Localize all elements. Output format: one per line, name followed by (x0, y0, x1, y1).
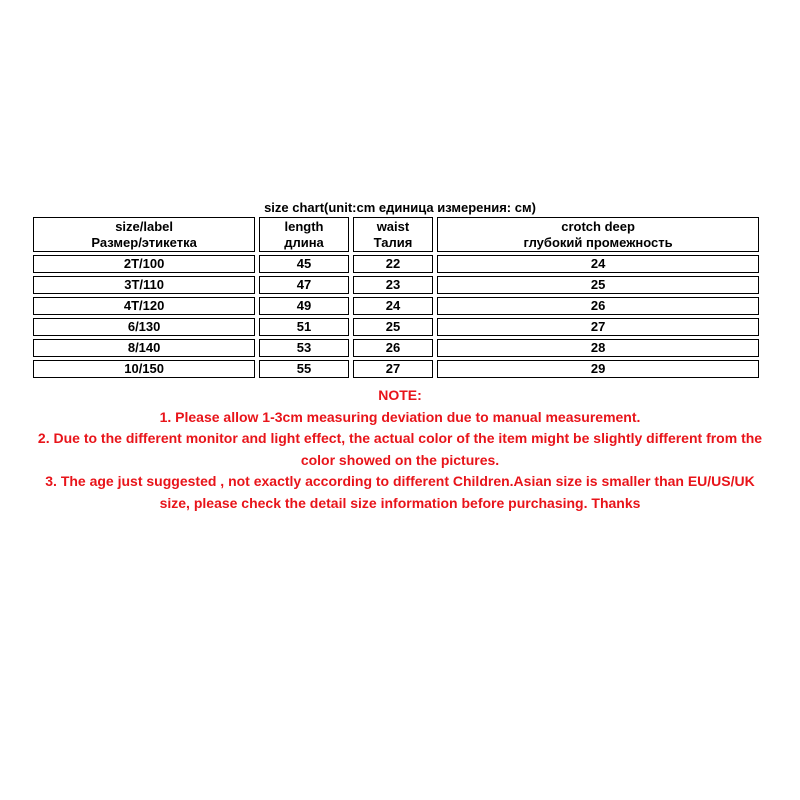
cell-length: 47 (259, 276, 349, 294)
cell-crotch: 27 (437, 318, 759, 336)
cell-waist: 23 (353, 276, 433, 294)
header-waist-en: waist (376, 218, 410, 234)
note-item-3: 3. The age just suggested , not exactly according to different Children.Asian size is smaller than EU/US/UK size, please check the detail size information before purchasing. Thanks (45, 473, 755, 511)
table-row (33, 318, 759, 336)
header-crotch-deep-ru: глубокий промежность (523, 234, 673, 250)
header-length (259, 217, 349, 252)
cell-waist: 26 (353, 339, 433, 357)
notes-section (30, 385, 770, 514)
size-chart-table (29, 214, 763, 381)
table-row (33, 339, 759, 357)
cell-size: 8/140 (33, 339, 255, 357)
header-waist-ru: Талия (373, 234, 413, 250)
header-length-ru: длина (284, 234, 324, 250)
table-row (33, 276, 759, 294)
table-row (33, 255, 759, 273)
notes-heading: NOTE: (378, 387, 422, 403)
cell-length: 45 (259, 255, 349, 273)
cell-waist: 25 (353, 318, 433, 336)
cell-crotch: 25 (437, 276, 759, 294)
table-row (33, 297, 759, 315)
cell-size: 6/130 (33, 318, 255, 336)
cell-crotch: 26 (437, 297, 759, 315)
cell-length: 53 (259, 339, 349, 357)
cell-size: 4T/120 (33, 297, 255, 315)
size-chart-title: size chart(unit:cm единица измерения: см) (264, 200, 536, 215)
cell-length: 55 (259, 360, 349, 378)
cell-size: 3T/110 (33, 276, 255, 294)
cell-size: 2T/100 (33, 255, 255, 273)
cell-crotch: 29 (437, 360, 759, 378)
cell-crotch: 24 (437, 255, 759, 273)
cell-length: 51 (259, 318, 349, 336)
cell-size: 10/150 (33, 360, 255, 378)
table-header-row (33, 217, 759, 252)
cell-crotch: 28 (437, 339, 759, 357)
header-crotch-deep (437, 217, 759, 252)
note-item-1: 1. Please allow 1-3cm measuring deviation due to manual measurement. (159, 408, 641, 425)
header-length-en: length (284, 218, 324, 234)
cell-waist: 24 (353, 297, 433, 315)
header-size-label-ru: Размер/этикетка (91, 234, 197, 250)
table-row (33, 360, 759, 378)
header-size-label-en: size/label (115, 218, 174, 234)
cell-length: 49 (259, 297, 349, 315)
cell-waist: 27 (353, 360, 433, 378)
note-item-2: 2. Due to the different monitor and light effect, the actual color of the item might be slightly different from the color showed on the pictures. (37, 430, 763, 468)
cell-waist: 22 (353, 255, 433, 273)
header-waist (353, 217, 433, 252)
header-size-label (33, 217, 255, 252)
header-crotch-deep-en: crotch deep (561, 218, 635, 234)
